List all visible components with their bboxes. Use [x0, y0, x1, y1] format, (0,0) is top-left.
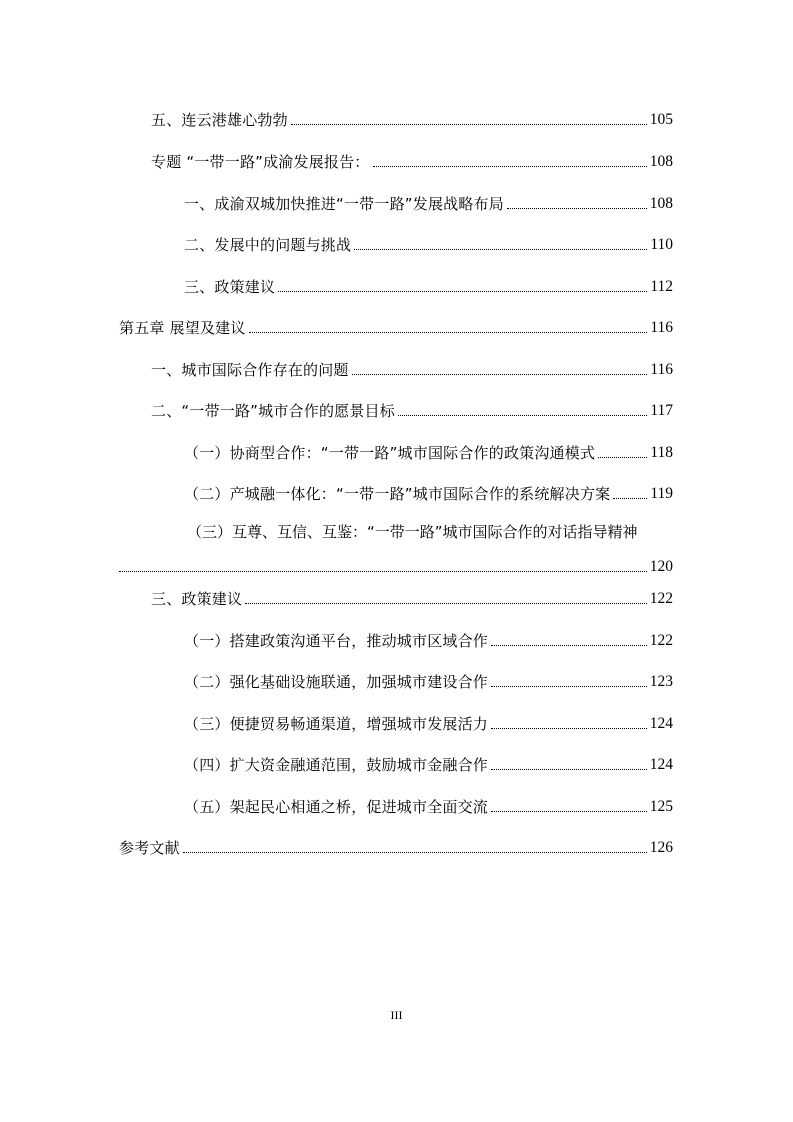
toc-entry-page: 105	[649, 111, 673, 128]
toc-entry[interactable]	[184, 627, 673, 651]
toc-entry-title: （二）强化基础设施联通，加强城市建设合作	[184, 673, 489, 691]
toc-entry[interactable]	[184, 668, 673, 692]
dot-leader	[245, 603, 647, 604]
toc-entry[interactable]	[119, 834, 673, 858]
dot-leader	[613, 498, 647, 499]
dot-leader	[491, 769, 647, 770]
toc-entry-continuation[interactable]	[119, 553, 673, 577]
toc-entry[interactable]	[184, 480, 673, 504]
toc-entry-title: 第五章 展望及建议	[119, 319, 246, 337]
toc-entry-page: 122	[649, 590, 673, 607]
toc-entry[interactable]	[184, 190, 673, 214]
toc-entry-title: 一、城市国际合作存在的问题	[151, 361, 349, 379]
toc-entry-title: （三）便捷贸易畅通渠道，增强城市发展活力	[184, 715, 489, 733]
toc-entry[interactable]	[184, 710, 673, 734]
toc-entry-page: 124	[649, 715, 673, 732]
toc-entry-title: （一）协商型合作：“一带一路”城市国际合作的政策沟通模式	[184, 444, 596, 462]
toc-entry-page: 118	[650, 444, 673, 461]
toc-entry-title: 专题 “一带一路”成渝发展报告：	[151, 153, 370, 171]
toc-entry-page: 124	[649, 756, 673, 773]
toc-entry-title: （二）产城融一体化：“一带一路”城市国际合作的系统解决方案	[184, 485, 611, 503]
toc-entry-title: 三、政策建议	[184, 278, 276, 296]
dot-leader	[491, 728, 647, 729]
toc-entry-page: 117	[650, 402, 673, 419]
toc-entry-page: 110	[650, 236, 673, 253]
toc-entry-title: 五、连云港雄心勃勃	[151, 111, 288, 129]
toc-entry-title: （四）扩大资金融通范围，鼓励城市金融合作	[184, 756, 489, 774]
toc-entry-page: 122	[649, 632, 673, 649]
toc-entry[interactable]	[151, 585, 673, 609]
dot-leader	[398, 415, 647, 416]
toc-entry-title: （一）搭建政策沟通平台，推动城市区域合作	[184, 632, 489, 650]
toc-entry[interactable]	[151, 148, 673, 172]
toc-entry-title: （五）架起民心相通之桥，促进城市全面交流	[184, 798, 489, 816]
toc-entry[interactable]	[151, 397, 673, 421]
toc-entry-page: 108	[649, 195, 673, 212]
dot-leader	[491, 686, 647, 687]
toc-entry-page: 116	[650, 319, 673, 336]
toc-entry-page: 112	[650, 278, 673, 295]
toc-entry-title: 三、政策建议	[151, 590, 243, 608]
toc-entry-page: 125	[649, 798, 673, 815]
dot-leader	[119, 571, 647, 572]
toc-entry-title: 二、发展中的问题与挑战	[184, 236, 352, 254]
toc-entry-title: 二、“一带一路”城市合作的愿景目标	[151, 402, 395, 420]
toc-entry-page: 123	[649, 673, 673, 690]
dot-leader	[507, 208, 647, 209]
toc-entry[interactable]	[184, 439, 673, 463]
toc-entry[interactable]	[184, 793, 673, 817]
toc-entry-title: 参考文献	[119, 839, 180, 857]
dot-leader	[291, 124, 647, 125]
toc-entry-page: 116	[650, 361, 673, 378]
page-number: III	[390, 1008, 403, 1022]
toc-entry[interactable]	[184, 751, 673, 775]
toc-entry-page: 120	[649, 558, 673, 575]
dot-leader	[354, 249, 647, 250]
toc-entry-title: 一、成渝双城加快推进“一带一路”发展战略布局	[184, 195, 504, 213]
dot-leader	[278, 291, 647, 292]
dot-leader	[249, 332, 648, 333]
toc-entry[interactable]	[184, 231, 673, 255]
dot-leader	[183, 852, 647, 853]
toc-entry[interactable]	[184, 273, 673, 297]
dot-leader	[491, 645, 647, 646]
toc-entry[interactable]	[151, 356, 673, 380]
dot-leader	[352, 374, 648, 375]
dot-leader	[598, 457, 647, 458]
toc-entry-page: 119	[650, 485, 673, 502]
toc-entry[interactable]	[151, 106, 673, 130]
toc-entry[interactable]	[119, 314, 673, 338]
toc-entry-wrapped-title[interactable]: （三）互尊、互信、互鉴：“一带一路”城市国际合作的对话指导精神	[187, 523, 638, 541]
dot-leader	[373, 166, 647, 167]
dot-leader	[491, 811, 647, 812]
toc-entry-page: 108	[649, 153, 673, 170]
toc-entry-page: 126	[649, 839, 673, 856]
